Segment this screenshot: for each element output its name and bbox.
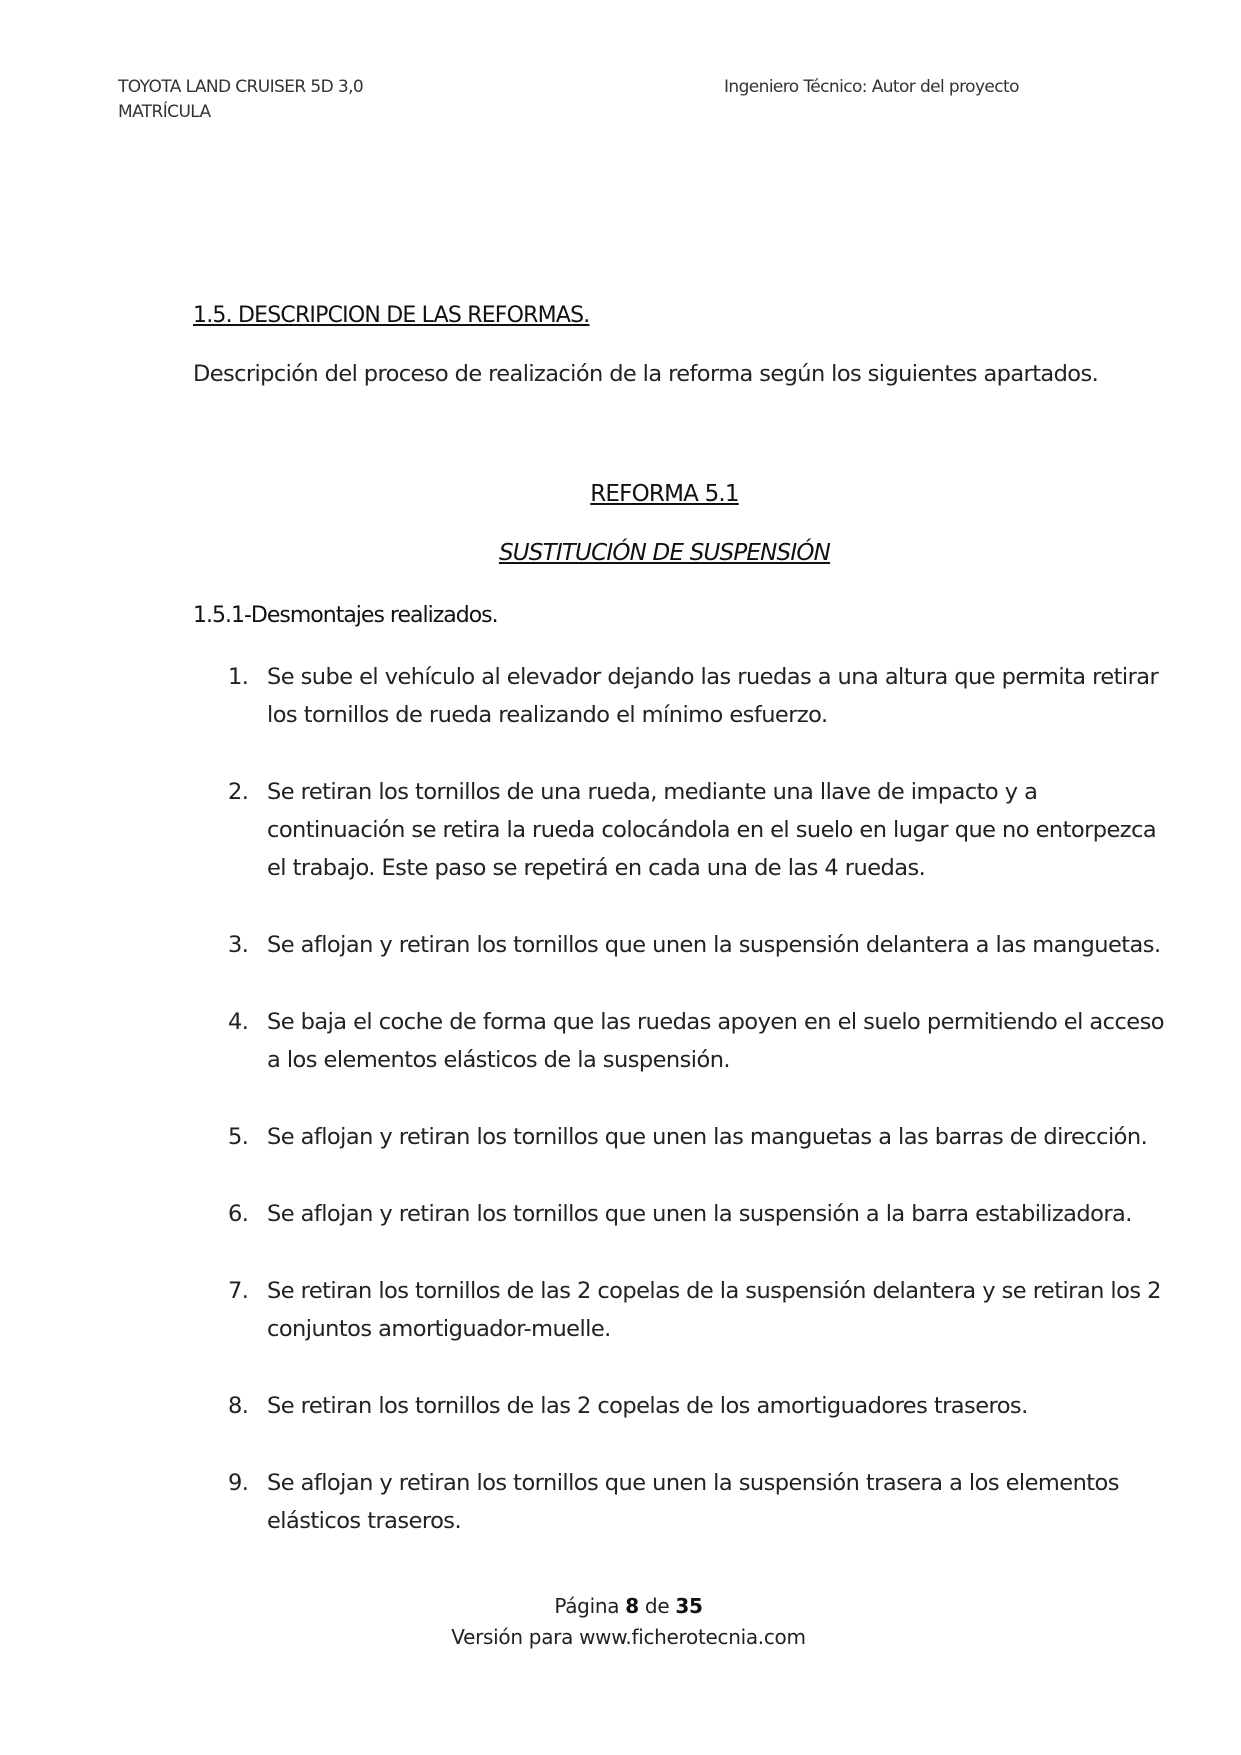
- list-item-text: [267, 926, 1161, 964]
- list-item: [228, 773, 1157, 887]
- list-item-line: Se retiran los tornillos de las 2 copelas de la suspensión delantera y se retiran los 2: [267, 1278, 1161, 1304]
- list-item-number: 2.: [228, 779, 249, 805]
- list-item-line: Se sube el vehículo al elevador dejando las ruedas a una altura que permita retirar: [267, 664, 1159, 690]
- list-item-line: a los elementos elásticos de la suspensión.: [267, 1047, 731, 1073]
- section-title: 1.5. DESCRIPCION DE LAS REFORMAS.: [193, 303, 590, 328]
- list-item-text: [267, 1387, 1147, 1425]
- list-item-text: [267, 1464, 1147, 1540]
- list-item: [228, 1003, 1164, 1079]
- subsection-title: 1.5.1-Desmontajes realizados.: [193, 603, 498, 628]
- list-item-number: 4.: [228, 1009, 249, 1035]
- header-vehicle: TOYOTA LAND CRUISER 5D 3,0: [118, 77, 364, 97]
- list-item-line: Se aflojan y retiran los tornillos que unen la suspensión a la barra estabilizadora.: [267, 1201, 1132, 1227]
- header-left: [118, 75, 363, 125]
- list-item-number: 3.: [228, 932, 249, 958]
- list-item-number: 6.: [228, 1201, 249, 1227]
- list-item: [228, 1464, 1148, 1540]
- list-item-text: [267, 773, 1157, 887]
- list-item-line: Se aflojan y retiran los tornillos que unen la suspensión trasera a los elementos: [267, 1470, 1119, 1496]
- list-item-line: el trabajo. Este paso se repetirá en cada una de las 4 ruedas.: [267, 855, 926, 881]
- list-item: [228, 1195, 1148, 1233]
- list-item-text: [267, 1195, 1147, 1233]
- list-item-number: 7.: [228, 1278, 249, 1304]
- list-item-line: elásticos traseros.: [267, 1508, 462, 1534]
- version-note: Versión para www.ficherotecnia.com: [451, 1625, 806, 1649]
- list-item-text: [267, 1118, 1147, 1156]
- list-item-number: 1.: [228, 664, 249, 690]
- list-item-line: Se aflojan y retiran los tornillos que unen las manguetas a las barras de dirección.: [267, 1124, 1148, 1150]
- reform-subtitle: SUSTITUCIÓN DE SUSPENSIÓN: [498, 540, 831, 566]
- list-item-line: Se retiran los tornillos de una rueda, mediante una llave de impacto y a: [267, 779, 1038, 805]
- page-total: 35: [675, 1594, 703, 1618]
- list-item-line: los tornillos de rueda realizando el mínimo esfuerzo.: [267, 702, 828, 728]
- header-plate: MATRÍCULA: [118, 102, 211, 122]
- list-item: [228, 1118, 1148, 1156]
- list-item: [228, 658, 1159, 734]
- page-prefix: Página: [554, 1594, 620, 1618]
- page-sep: de: [644, 1594, 670, 1618]
- list-item-line: Se baja el coche de forma que las ruedas apoyen en el suelo permitiendo el acceso: [267, 1009, 1164, 1035]
- list-item: [228, 1387, 1148, 1425]
- list-item: [228, 1272, 1161, 1348]
- list-item-line: continuación se retira la rueda colocándola en el suelo en lugar que no entorpezca: [267, 817, 1157, 843]
- page-current: 8: [625, 1594, 639, 1618]
- list-item-number: 9.: [228, 1470, 249, 1496]
- list-item-line: conjuntos amortiguador-muelle.: [267, 1316, 611, 1342]
- reform-label: REFORMA 5.1: [590, 481, 739, 507]
- header-author: Ingeniero Técnico: Autor del proyecto: [724, 77, 1019, 97]
- list-item-line: Se retiran los tornillos de las 2 copelas de los amortiguadores traseros.: [267, 1393, 1028, 1419]
- list-item: [228, 926, 1161, 964]
- list-item-number: 8.: [228, 1393, 249, 1419]
- list-item-line: Se aflojan y retiran los tornillos que unen la suspensión delantera a las manguetas.: [267, 932, 1161, 958]
- section-intro: Descripción del proceso de realización de la reforma según los siguientes apartados.: [193, 361, 1099, 387]
- list-item-text: [267, 1272, 1161, 1348]
- list-item-number: 5.: [228, 1124, 249, 1150]
- list-item-text: [267, 1003, 1164, 1079]
- page-number: [0, 1594, 1241, 1618]
- list-item-text: [267, 658, 1159, 734]
